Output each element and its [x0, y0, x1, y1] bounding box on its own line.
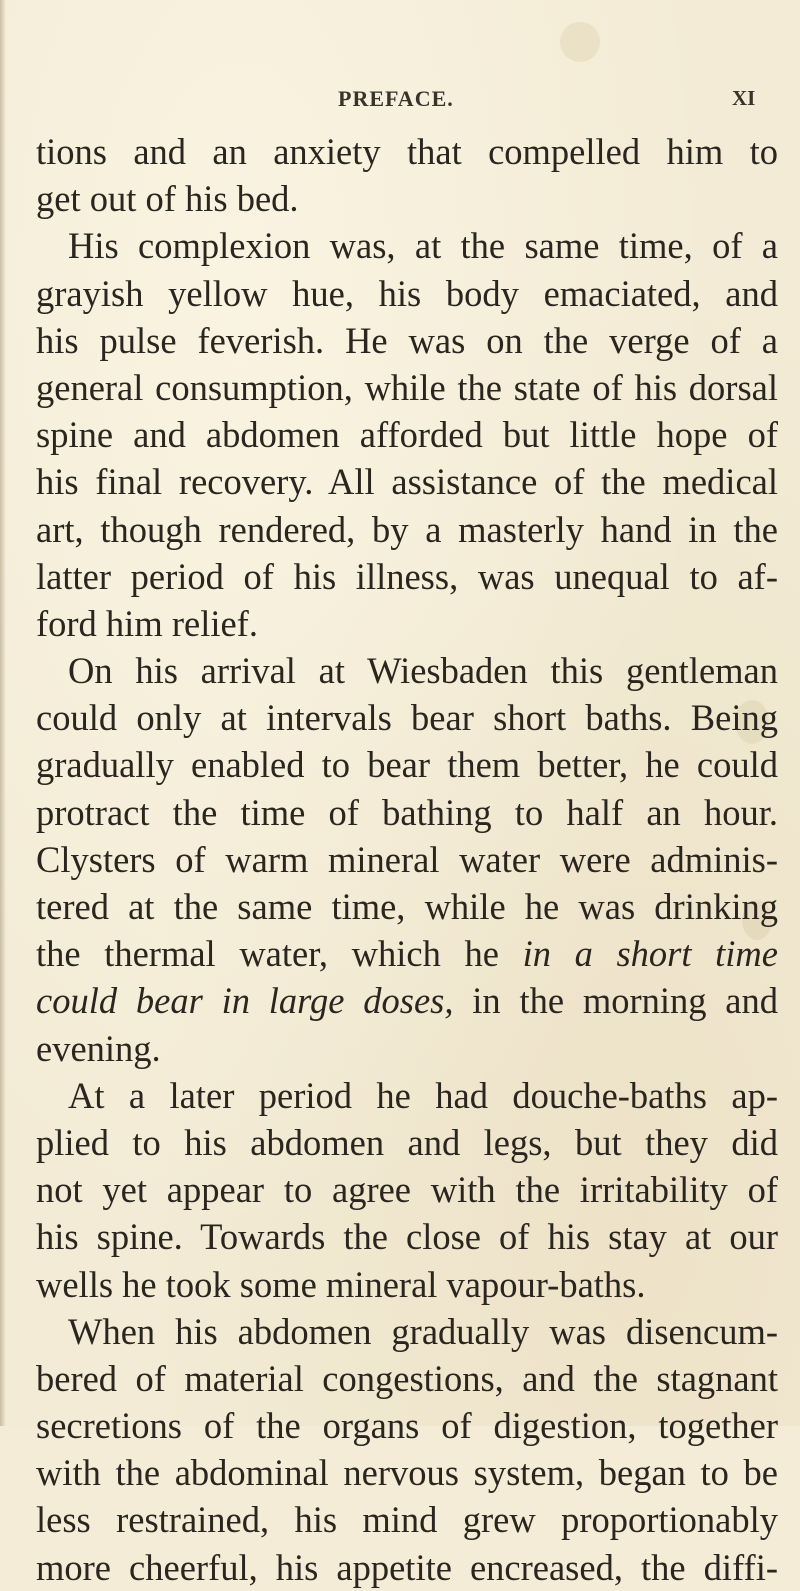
text-line: his spine. Towards the close of his stay at our [36, 1216, 778, 1258]
page-header [0, 86, 800, 116]
text-line: gradually enabled to bear them better, he could [36, 744, 778, 786]
text-line: On his arrival at Wiesbaden this gentleman [68, 650, 778, 692]
italic-phrase: in a short time [522, 933, 778, 975]
text-line: secretions of the organs of digestion, together [36, 1405, 778, 1447]
text-line: At a later period he had douche-baths ap- [68, 1074, 778, 1116]
text-line: tered at the same time, while he was drinking [36, 886, 778, 927]
text-segment: the thermal water, which he [36, 933, 523, 975]
text-line: his pulse feverish. He was on the verge of a [36, 319, 778, 361]
text-line: When his abdomen gradually was disencum- [68, 1310, 778, 1352]
text-line: tions and an anxiety that compelled him to [36, 131, 778, 172]
text-line: protract the time of bathing to half an hour. [36, 791, 778, 833]
text-line: ford him relief. [36, 602, 258, 644]
text-line: not yet appear to agree with the irritability of [36, 1169, 778, 1211]
text-line [36, 930, 778, 977]
body-text [36, 128, 778, 1591]
text-line: get out of his bed. [36, 178, 299, 220]
paper-stain [560, 22, 600, 62]
text-line: could only at intervals bear short baths. Being [36, 697, 778, 739]
italic-phrase: could bear in large doses, [36, 980, 454, 1022]
text-line: His complexion was, at the same time, of a [68, 225, 778, 267]
text-line: his final recovery. All assistance of the medical [36, 461, 778, 503]
text-line: spine and abdomen afforded but little hope of [36, 414, 778, 456]
running-head: PREFACE. [338, 86, 454, 111]
text-line: wells he took some mineral vapour-baths. [36, 1263, 646, 1305]
text-line: less restrained, his mind grew proportionably [36, 1499, 778, 1541]
page-edge-shadow [0, 0, 6, 1426]
text-line: Clysters of warm mineral water were adminis- [36, 838, 778, 880]
text-line: grayish yellow hue, his body emaciated, and [36, 272, 778, 314]
text-line: general consumption, while the state of his dorsal [36, 366, 778, 408]
text-segment: in the morning and [453, 980, 778, 1022]
text-line: latter period of his illness, was unequal to af- [36, 555, 778, 597]
text-line: plied to his abdomen and legs, but they did [36, 1121, 778, 1163]
text-line: more cheerful, his appetite encreased, the diffi- [36, 1546, 778, 1588]
text-line: art, though rendered, by a masterly hand in the [36, 508, 778, 550]
text-line: with the abdominal nervous system, began to be [36, 1452, 778, 1494]
text-line [36, 977, 778, 1024]
page-number: XI [732, 86, 756, 110]
text-line: evening. [36, 1027, 161, 1069]
text-line: bered of material congestions, and the stagnant [36, 1357, 778, 1399]
